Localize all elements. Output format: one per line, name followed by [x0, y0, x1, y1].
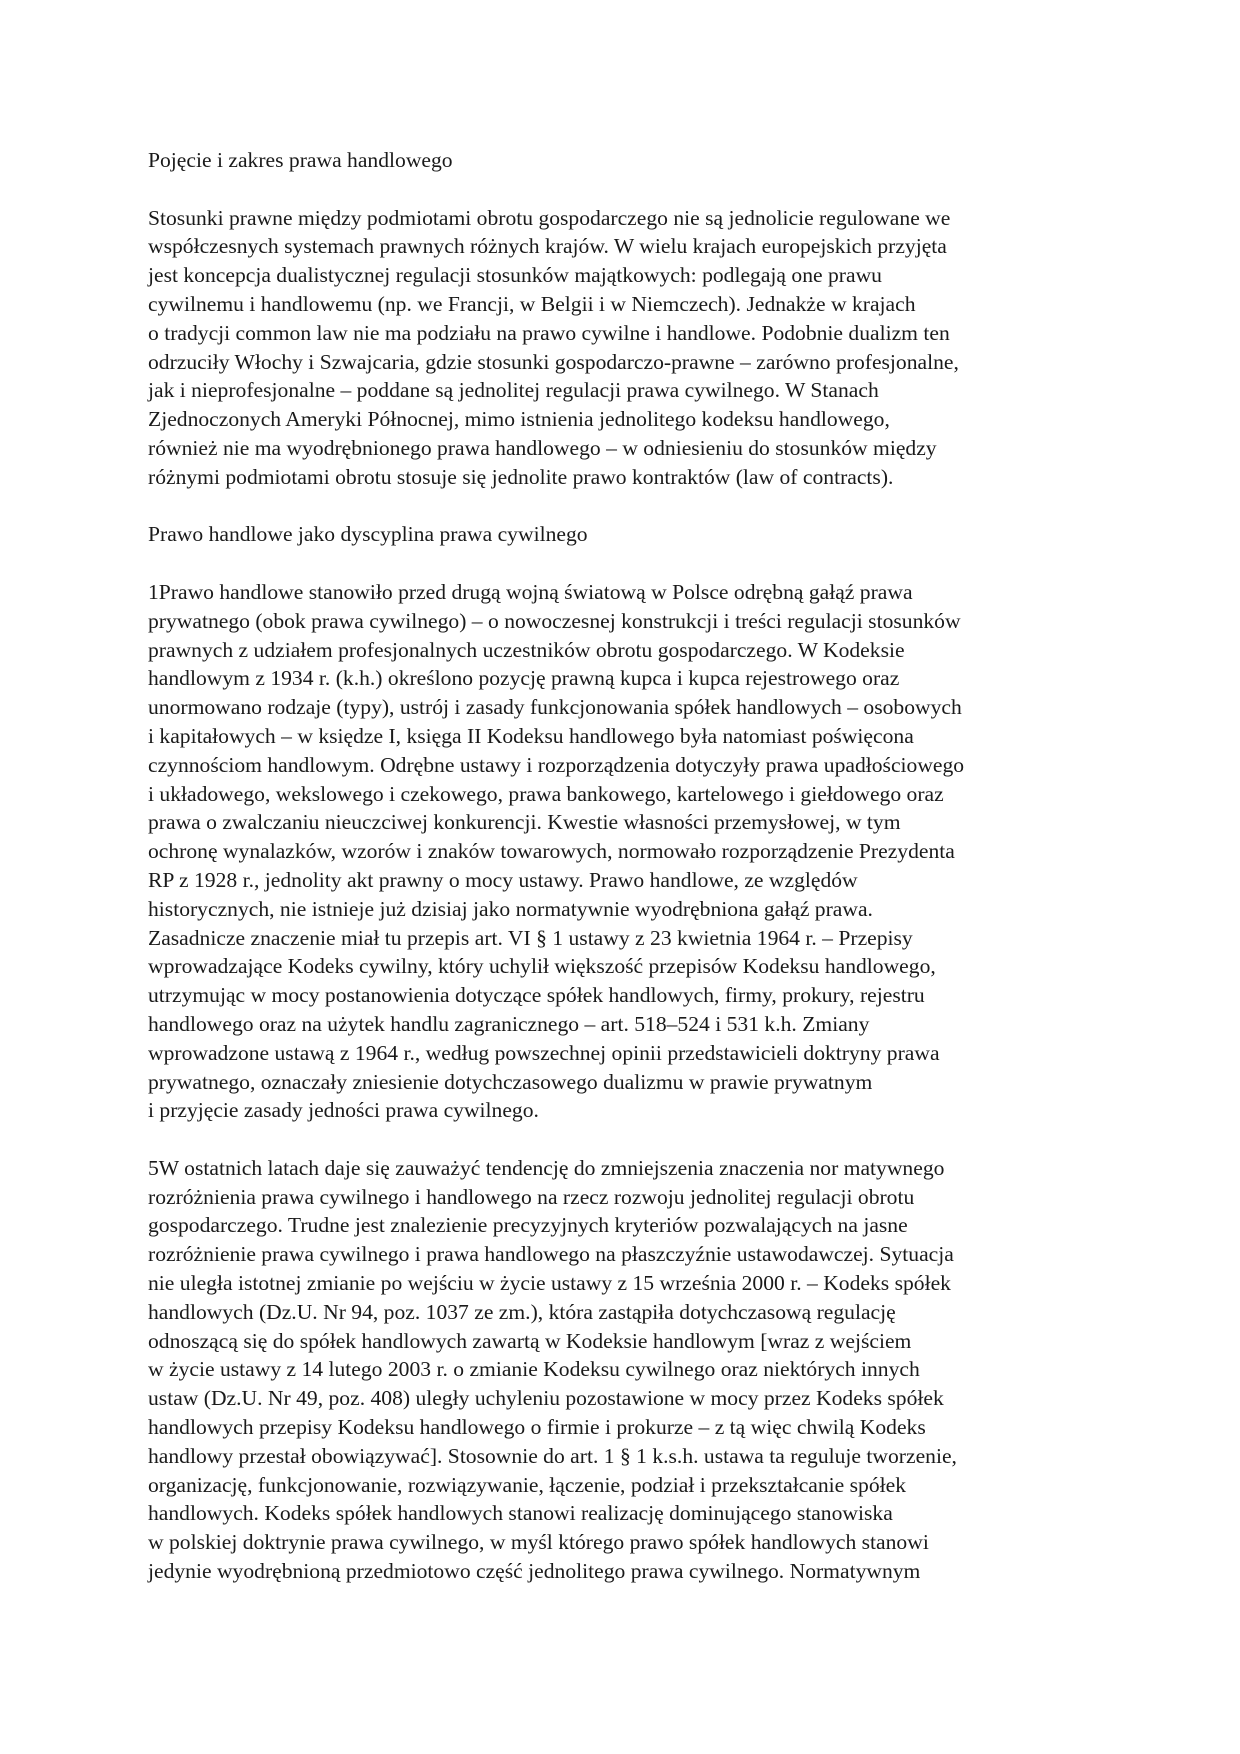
- paragraph-line: handlowy przestał obowiązywać]. Stosownie do art. 1 § 1 k.s.h. ustawa ta reguluje tworzenie,: [148, 1443, 957, 1468]
- paragraph-line: prawnych z udziałem profesjonalnych uczestników obrotu gospodarczego. W Kodeksie: [148, 637, 905, 662]
- paragraph: [148, 1154, 1106, 1586]
- paragraph-line: czynnościom handlowym. Odrębne ustawy i rozporządzenia dotyczyły prawa upadłościowego: [148, 752, 965, 777]
- paragraph-line: nie uległa istotnej zmianie po wejściu w życie ustawy z 15 września 2000 r. – Kodeks spółek: [148, 1271, 951, 1296]
- paragraph-line: w polskiej doktrynie prawa cywilnego, w myśl którego prawo spółek handlowych stanowi: [148, 1530, 929, 1555]
- paragraph-line: unormowano rodzaje (typy), ustrój i zasady funkcjonowania spółek handlowych – osobowych: [148, 695, 962, 720]
- paragraph-line: w życie ustawy z 14 lutego 2003 r. o zmianie Kodeksu cywilnego oraz niektórych innych: [148, 1357, 920, 1382]
- paragraph-line: handlowych. Kodeks spółek handlowych stanowi realizację dominującego stanowiska: [148, 1501, 893, 1526]
- paragraph-line: handlowym z 1934 r. (k.h.) określono pozycję prawną kupca i kupca rejestrowego oraz: [148, 666, 900, 691]
- paragraph-line: jest koncepcja dualistycznej regulacji stosunków majątkowych: podlegają one prawu: [148, 263, 882, 288]
- paragraph-line: wprowadzone ustawą z 1964 r., według powszechnej opinii przedstawicieli doktryny prawa: [148, 1040, 940, 1065]
- heading-text: Pojęcie i zakres prawa handlowego: [148, 148, 453, 172]
- paragraph: [148, 578, 1106, 1125]
- paragraph-line: wprowadzające Kodeks cywilny, który uchylił większość przepisów Kodeksu handlowego,: [148, 954, 936, 979]
- paragraph-line: odrzuciły Włochy i Szwajcaria, gdzie stosunki gospodarczo-prawne – zarówno profesjonalne,: [148, 349, 959, 374]
- paragraph-line: Stosunki prawne między podmiotami obrotu gospodarczego nie są jednolicie regulowane we: [148, 205, 951, 230]
- paragraph-line: i przyjęcie zasady jedności prawa cywilnego.: [148, 1098, 539, 1123]
- paragraph-line: Zasadnicze znaczenie miał tu przepis art. VI § 1 ustawy z 23 kwietnia 1964 r. – Przepisy: [148, 925, 913, 950]
- paragraph-line: i układowego, wekslowego i czekowego, prawa bankowego, kartelowego i giełdowego oraz: [148, 781, 944, 806]
- section-heading: [148, 146, 1106, 175]
- paragraph-line: 1Prawo handlowe stanowiło przed drugą wojną światową w Polsce odrębną gałąź prawa: [148, 579, 913, 604]
- paragraph-line: cywilnemu i handlowemu (np. we Francji, w Belgii i w Niemczech). Jednakże w krajach: [148, 291, 916, 316]
- section-heading: [148, 520, 1106, 549]
- paragraph-line: prywatnego (obok prawa cywilnego) – o nowoczesnej konstrukcji i treści regulacji stosunków: [148, 608, 961, 633]
- paragraph-line: jak i nieprofesjonalne – poddane są jednolitej regulacji prawa cywilnego. W Stanach: [148, 378, 879, 403]
- heading-text: Prawo handlowe jako dyscyplina prawa cywilnego: [148, 522, 588, 547]
- paragraph-line: ochronę wynalazków, wzorów i znaków towarowych, normowało rozporządzenie Prezydenta: [148, 839, 955, 864]
- paragraph-line: organizację, funkcjonowanie, rozwiązywanie, łączenie, podział i przekształcanie spółek: [148, 1472, 907, 1497]
- paragraph-line: i kapitałowych – w księdze I, księga II Kodeksu handlowego była natomiast poświęcona: [148, 723, 914, 748]
- paragraph-line: prawa o zwalczaniu nieuczciwej konkurencji. Kwestie własności przemysłowej, w tym: [148, 810, 901, 835]
- paragraph-line: handlowego oraz na użytek handlu zagranicznego – art. 518–524 i 531 k.h. Zmiany: [148, 1011, 870, 1036]
- paragraph-line: historycznych, nie istnieje już dzisiaj jako normatywnie wyodrębniona gałąź prawa.: [148, 896, 873, 921]
- paragraph-line: 5W ostatnich latach daje się zauważyć tendencję do zmniejszenia znaczenia nor matywnego: [148, 1155, 945, 1180]
- paragraph: [148, 204, 1106, 492]
- document-body: [148, 146, 1106, 1615]
- paragraph-line: handlowych przepisy Kodeksu handlowego o firmie i prokurze – z tą więc chwilą Kodeks: [148, 1415, 926, 1440]
- paragraph-line: utrzymując w mocy postanowienia dotyczące spółek handlowych, firmy, prokury, rejestru: [148, 983, 925, 1008]
- paragraph-line: różnymi podmiotami obrotu stosuje się jednolite prawo kontraktów (law of contracts).: [148, 464, 894, 489]
- paragraph-line: rozróżnienia prawa cywilnego i handlowego na rzecz rozwoju jednolitej regulacji obrotu: [148, 1184, 915, 1209]
- paragraph-line: handlowych (Dz.U. Nr 94, poz. 1037 ze zm.), która zastąpiła dotychczasową regulację: [148, 1299, 896, 1324]
- paragraph-line: również nie ma wyodrębnionego prawa handlowego – w odniesieniu do stosunków między: [148, 435, 937, 460]
- paragraph-line: współczesnych systemach prawnych różnych krajów. W wielu krajach europejskich przyjęta: [148, 234, 947, 259]
- paragraph-line: ustaw (Dz.U. Nr 49, poz. 408) uległy uchyleniu pozostawione w mocy przez Kodeks spółek: [148, 1386, 944, 1411]
- paragraph-line: RP z 1928 r., jednolity akt prawny o mocy ustawy. Prawo handlowe, ze względów: [148, 867, 858, 892]
- paragraph-line: odnoszącą się do spółek handlowych zawartą w Kodeksie handlowym [wraz z wejściem: [148, 1328, 912, 1353]
- paragraph-line: o tradycji common law nie ma podziału na prawo cywilne i handlowe. Podobnie dualizm ten: [148, 320, 950, 345]
- paragraph-line: gospodarczego. Trudne jest znalezienie precyzyjnych kryteriów pozwalających na jasne: [148, 1213, 908, 1238]
- paragraph-line: Zjednoczonych Ameryki Północnej, mimo istnienia jednolitego kodeksu handlowego,: [148, 407, 890, 432]
- paragraph-line: jedynie wyodrębnioną przedmiotowo część jednolitego prawa cywilnego. Normatywnym: [148, 1559, 921, 1584]
- paragraph-line: prywatnego, oznaczały zniesienie dotychczasowego dualizmu w prawie prywatnym: [148, 1069, 873, 1094]
- paragraph-line: rozróżnienie prawa cywilnego i prawa handlowego na płaszczyźnie ustawodawczej. Sytuacja: [148, 1242, 954, 1267]
